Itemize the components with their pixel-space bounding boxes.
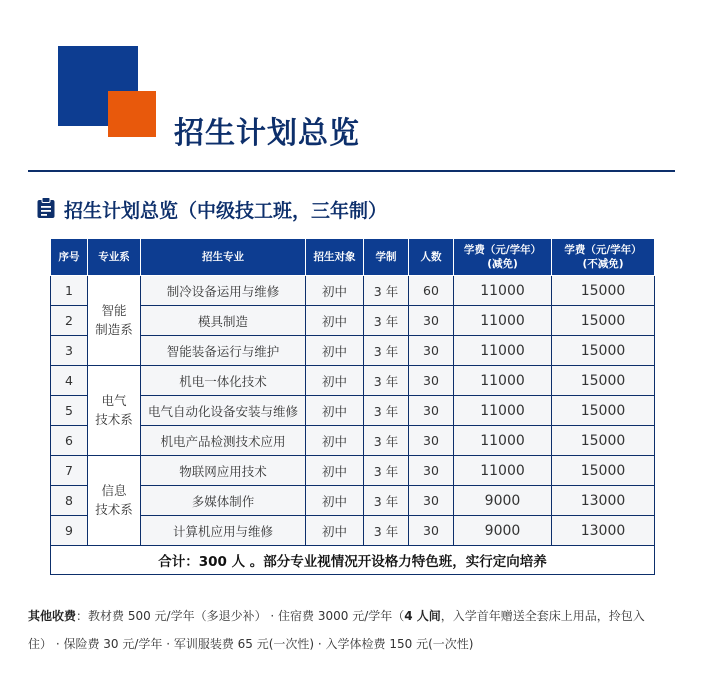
table-row: 1 智能 制造系 制冷设备运用与维修 初中 3 年 60 11000 15000 [51,276,655,306]
header-fee-full: 学费（元/学年） (不减免) [552,239,655,276]
other-fees-label: 其他收费 [28,609,77,623]
header-department: 专业系 [88,239,141,276]
department-cell: 电气 技术系 [88,366,141,456]
department-cell: 智能 制造系 [88,276,141,366]
header-target: 招生对象 [306,239,364,276]
section-title: 招生计划总览（中级技工班，三年制） [64,200,388,222]
department-cell: 信息 技术系 [88,456,141,546]
clipboard-icon [36,197,56,219]
other-fees-note: 其他收费：教材费 500 元/学年（多退少补） · 住宿费 3000 元/学年（4 人间，入学首年赠送全套床上用品，拎包入住） · 保险费 30 元/学年 · 军训服装费 65 元(一次性) · 入学体检费 150 元(一次性) [28,609,645,651]
total-summary: 合计：300 人 。部分专业视情况开设格力特色班，实行定向培养 [51,546,655,575]
table-row: 9 计算机应用与维修 初中 3 年 30 9000 13000 [51,516,655,546]
table-row: 8 多媒体制作 初中 3 年 30 9000 13000 [51,486,655,516]
table-row: 5 电气自动化设备安装与维修 初中 3 年 30 11000 15000 [51,396,655,426]
table-row: 2 模具制造 初中 3 年 30 11000 15000 [51,306,655,336]
table-row: 3 智能装备运行与维护 初中 3 年 30 11000 15000 [51,336,655,366]
header-duration: 学制 [364,239,409,276]
logo-orange-square [108,91,156,137]
enrollment-plan-table [50,238,655,575]
header-fee-reduced: 学费（元/学年） (减免) [454,239,552,276]
header-count: 人数 [409,239,454,276]
title-divider [28,170,675,172]
table-row: 6 机电产品检测技术应用 初中 3 年 30 11000 15000 [51,426,655,456]
page-title: 招生计划总览 [174,116,360,151]
table-row: 4 电气 技术系 机电一体化技术 初中 3 年 30 11000 15000 [51,366,655,396]
header-major: 招生专业 [141,239,306,276]
table-row: 7 信息 技术系 物联网应用技术 初中 3 年 30 11000 15000 [51,456,655,486]
table-header-row [51,239,655,276]
table-total-row [51,546,655,575]
header-index: 序号 [51,239,88,276]
